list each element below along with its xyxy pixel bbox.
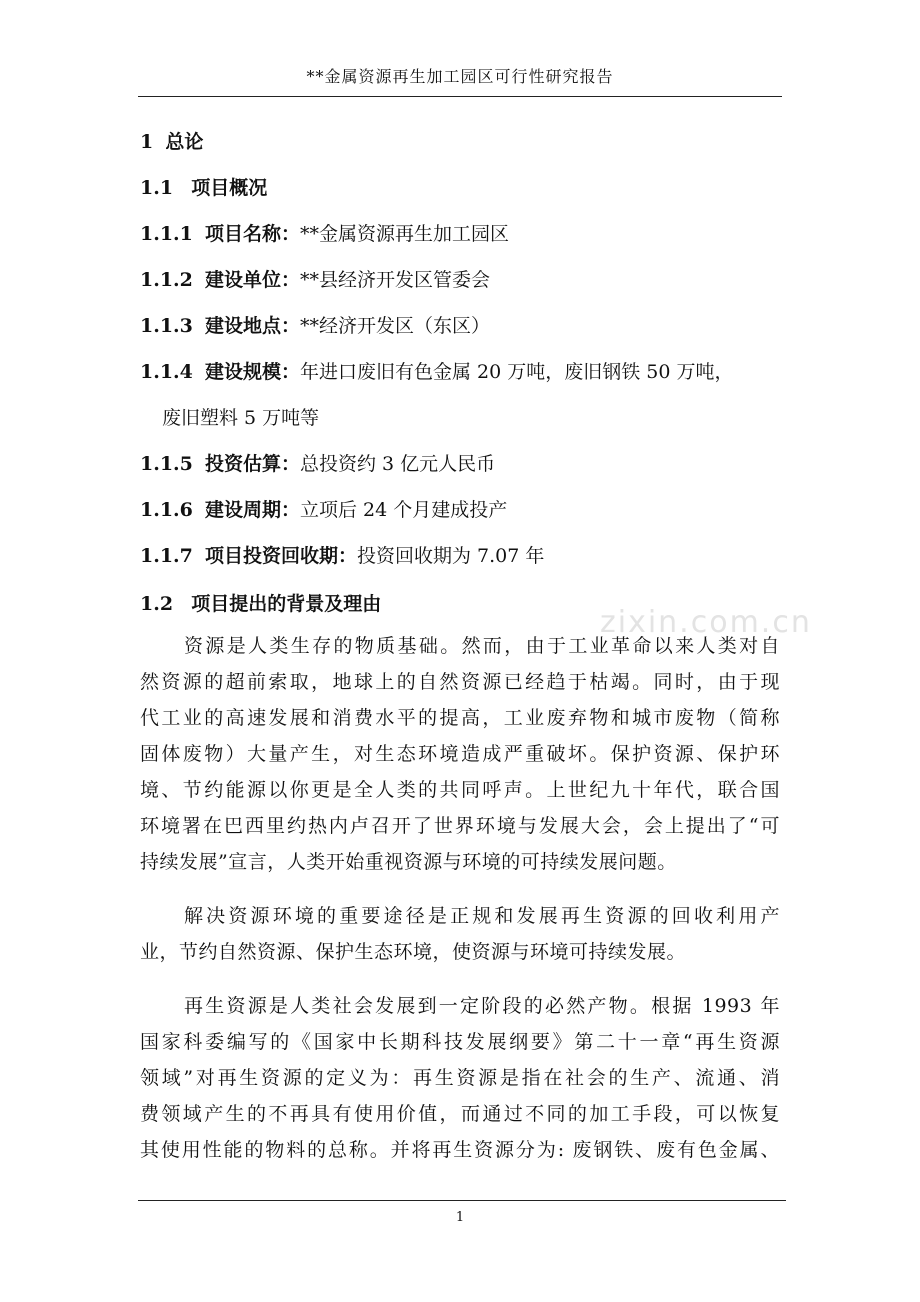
item-investment (140, 452, 495, 476)
chapter-number: 1 (140, 131, 154, 153)
item-number: 1.1.3 (140, 315, 193, 337)
paragraph-line: 代工业的高速发展和消费水平的提高，工业废弃物和城市废物（简称 (140, 707, 780, 729)
paragraph-line: 境、节约能源以你更是全人类的共同呼声。上世纪九十年代，联合国 (140, 779, 780, 801)
item-builder (140, 268, 490, 292)
item-scale-continuation: 废旧塑料 5 万吨等 (162, 407, 320, 429)
item-number: 1.1.5 (140, 453, 193, 475)
footer-rule (138, 1200, 786, 1201)
paragraph-line: 领域”对再生资源的定义为：再生资源是指在社会的生产、流通、消 (140, 1067, 780, 1089)
paragraph-line: 资源是人类生存的物质基础。然而，由于工业革命以来人类对自 (184, 635, 780, 657)
item-location (140, 314, 490, 338)
item-value: **经济开发区（东区） (300, 315, 491, 337)
item-value: 投资回收期为 7.07 年 (357, 545, 545, 567)
section-number: 1.1 (140, 177, 174, 199)
item-label: 建设单位： (204, 269, 300, 291)
item-period (140, 498, 507, 522)
item-scale (140, 360, 734, 384)
item-label: 建设周期： (204, 499, 300, 521)
item-project-name (140, 222, 509, 246)
paragraph-line: 环境署在巴西里约热内卢召开了世界环境与发展大会，会上提出了“可 (140, 815, 780, 837)
header-rule (138, 96, 782, 97)
item-value: 立项后 24 个月建成投产 (300, 499, 508, 521)
paragraph-line: 国家科委编写的《国家中长期科技发展纲要》第二十一章“再生资源 (140, 1031, 780, 1053)
item-value: **县经济开发区管委会 (300, 269, 491, 291)
paragraph-line: 业，节约自然资源、保护生态环境，使资源与环境可持续发展。 (140, 941, 687, 963)
item-number: 1.1.2 (140, 269, 193, 291)
paragraph-line: 然资源的超前索取，地球上的自然资源已经趋于枯竭。同时，由于现 (140, 671, 780, 693)
item-label: 建设地点： (204, 315, 300, 337)
item-label: 建设规模： (204, 361, 300, 383)
section-heading-1-2 (140, 592, 381, 616)
page-header-title: **金属资源再生加工园区可行性研究报告 (306, 67, 614, 86)
paragraph-line: 再生资源是人类社会发展到一定阶段的必然产物。根据 1993 年 (184, 995, 780, 1017)
item-value: 年进口废旧有色金属 20 万吨，废旧钢铁 50 万吨， (300, 361, 734, 383)
item-value: 总投资约 3 亿元人民币 (300, 453, 496, 475)
item-label: 投资估算： (204, 453, 300, 475)
item-number: 1.1.7 (140, 545, 193, 567)
item-number: 1.1.4 (140, 361, 193, 383)
section-title: 项目提出的背景及理由 (191, 593, 382, 615)
paragraph-line: 固体废物）大量产生，对生态环境造成严重破坏。保护资源、保护环 (140, 743, 780, 765)
watermark: zixin.com.cn (600, 605, 812, 640)
section-title: 项目概况 (191, 177, 268, 199)
item-label: 项目名称： (204, 223, 300, 245)
chapter-title: 总论 (165, 131, 204, 153)
paragraph-line: 费领域产生的不再具有使用价值，而通过不同的加工手段，可以恢复 (140, 1103, 780, 1125)
item-number: 1.1.6 (140, 499, 193, 521)
paragraph-line: 持续发展”宣言，人类开始重视资源与环境的可持续发展问题。 (140, 851, 677, 873)
paragraph-line: 其使用性能的物料的总称。并将再生资源分为: 废钢铁、废有色金属、 (140, 1139, 780, 1161)
page-number: 1 (455, 1210, 465, 1225)
chapter-heading (140, 130, 203, 154)
item-payback (140, 544, 544, 568)
paragraph-line: 解决资源环境的重要途径是正规和发展再生资源的回收利用产 (184, 905, 780, 927)
item-value: **金属资源再生加工园区 (300, 223, 510, 245)
section-number: 1.2 (140, 593, 174, 615)
item-label: 项目投资回收期： (204, 545, 357, 567)
item-number: 1.1.1 (140, 223, 193, 245)
section-heading-1-1 (140, 176, 267, 200)
